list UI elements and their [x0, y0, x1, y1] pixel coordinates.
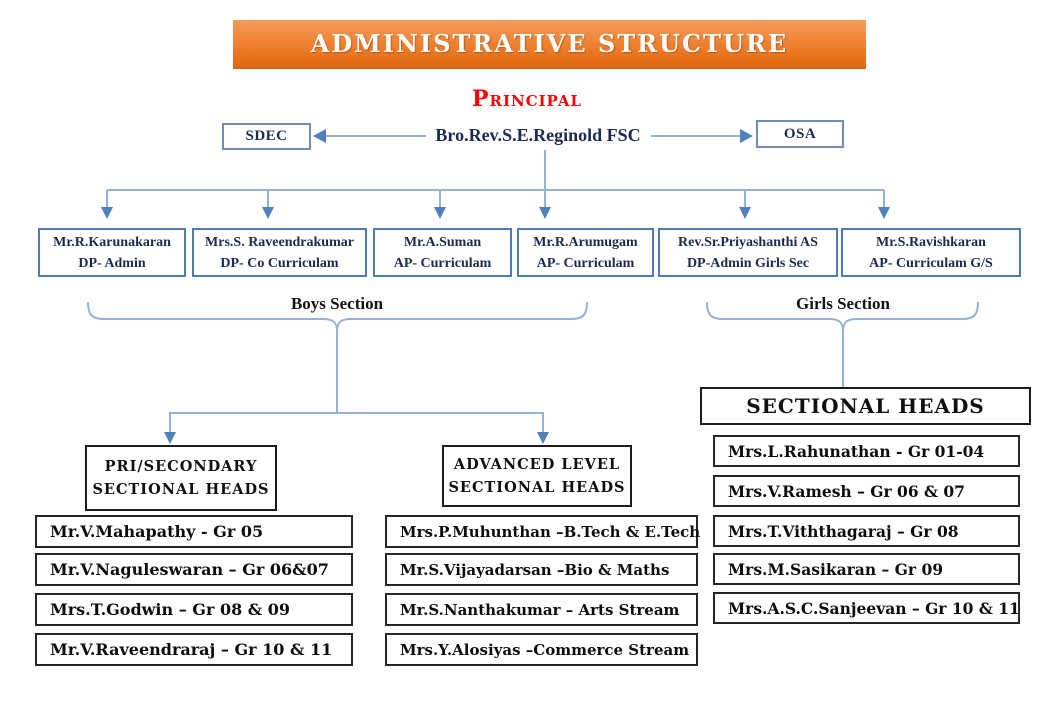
boys-section-label: Boys Section [290, 294, 384, 313]
sdec-label: SDEC [245, 128, 288, 144]
officer-name: Mrs.S. Raveendrakumar [205, 234, 354, 250]
header-label: SECTIONAL HEADS [92, 481, 270, 498]
sectional-head-item: Mr.V.Mahapathy - Gr 05 [35, 515, 353, 548]
sectional-head-item: Mrs.P.Muhunthan –B.Tech & E.Tech [385, 515, 698, 548]
officer-name: Mr.R.Karunakaran [53, 234, 171, 250]
officer-box-ravishkaran [841, 228, 1021, 277]
officer-box-suman [373, 228, 512, 277]
sectional-head-item: Mrs.A.S.C.Sanjeevan – Gr 10 & 11 [713, 592, 1020, 624]
girls-section-label: Girls Section [796, 294, 890, 313]
sectional-head-item: Mrs.T.Godwin – Gr 08 & 09 [35, 593, 353, 626]
sectional-head-item: Mrs.M.Sasikaran – Gr 09 [713, 553, 1020, 585]
officer-box-priyashanthi [658, 228, 838, 277]
header-label: SECTIONAL HEADS [448, 479, 626, 496]
sectional-head-item: Mrs.T.Viththagaraj – Gr 08 [713, 515, 1020, 547]
header-label: SECTIONAL HEADS [746, 394, 985, 418]
title-banner [233, 20, 866, 69]
officer-role: AP- Curriculam [536, 255, 635, 271]
boys-split-line [170, 413, 543, 436]
officer-role: AP- Curriculam G/S [869, 255, 993, 271]
officer-name: Rev.Sr.Priyashanthi AS [678, 234, 818, 250]
pri-secondary-header [85, 445, 277, 511]
header-label: ADVANCED LEVEL [453, 455, 621, 473]
sectional-head-item: Mrs.L.Rahunathan - Gr 01-04 [713, 435, 1020, 467]
officer-role: DP- Co Curriculam [220, 255, 339, 271]
principal-name: Bro.Rev.S.E.Reginold FSC [435, 125, 641, 145]
osa-box [756, 120, 844, 148]
officer-name: Mr.S.Ravishkaran [876, 234, 986, 250]
sectional-head-item: Mr.S.Vijayadarsan –Bio & Maths [385, 553, 698, 586]
girls-sectional-heads-header [700, 387, 1031, 425]
principal-heading: Principal [471, 86, 583, 112]
sectional-head-item: Mrs.Y.Alosiyas –Commerce Stream [385, 633, 698, 666]
sectional-head-item: Mrs.V.Ramesh – Gr 06 & 07 [713, 475, 1020, 507]
officer-box-raveendrakumar [192, 228, 367, 277]
sectional-head-item: Mr.V.Naguleswaran – Gr 06&07 [35, 553, 353, 586]
officer-role: DP- Admin [78, 255, 146, 271]
sectional-head-item: Mr.S.Nanthakumar – Arts Stream [385, 593, 698, 626]
officer-name: Mr.A.Suman [403, 234, 482, 250]
advanced-level-header [442, 445, 632, 507]
officer-role: AP- Curriculam [393, 255, 492, 271]
officer-name: Mr.R.Arumugam [533, 234, 638, 250]
sdec-box [222, 123, 311, 150]
sectional-head-item: Mr.V.Raveendraraj – Gr 10 & 11 [35, 633, 353, 666]
officer-role: DP-Admin Girls Sec [686, 255, 810, 271]
header-label: PRI/SECONDARY [104, 457, 258, 475]
officer-box-arumugam [517, 228, 654, 277]
osa-label: OSA [783, 125, 817, 142]
officer-box-karunakaran [38, 228, 186, 277]
page-title: ADMINISTRATIVE STRUCTURE [310, 29, 789, 58]
